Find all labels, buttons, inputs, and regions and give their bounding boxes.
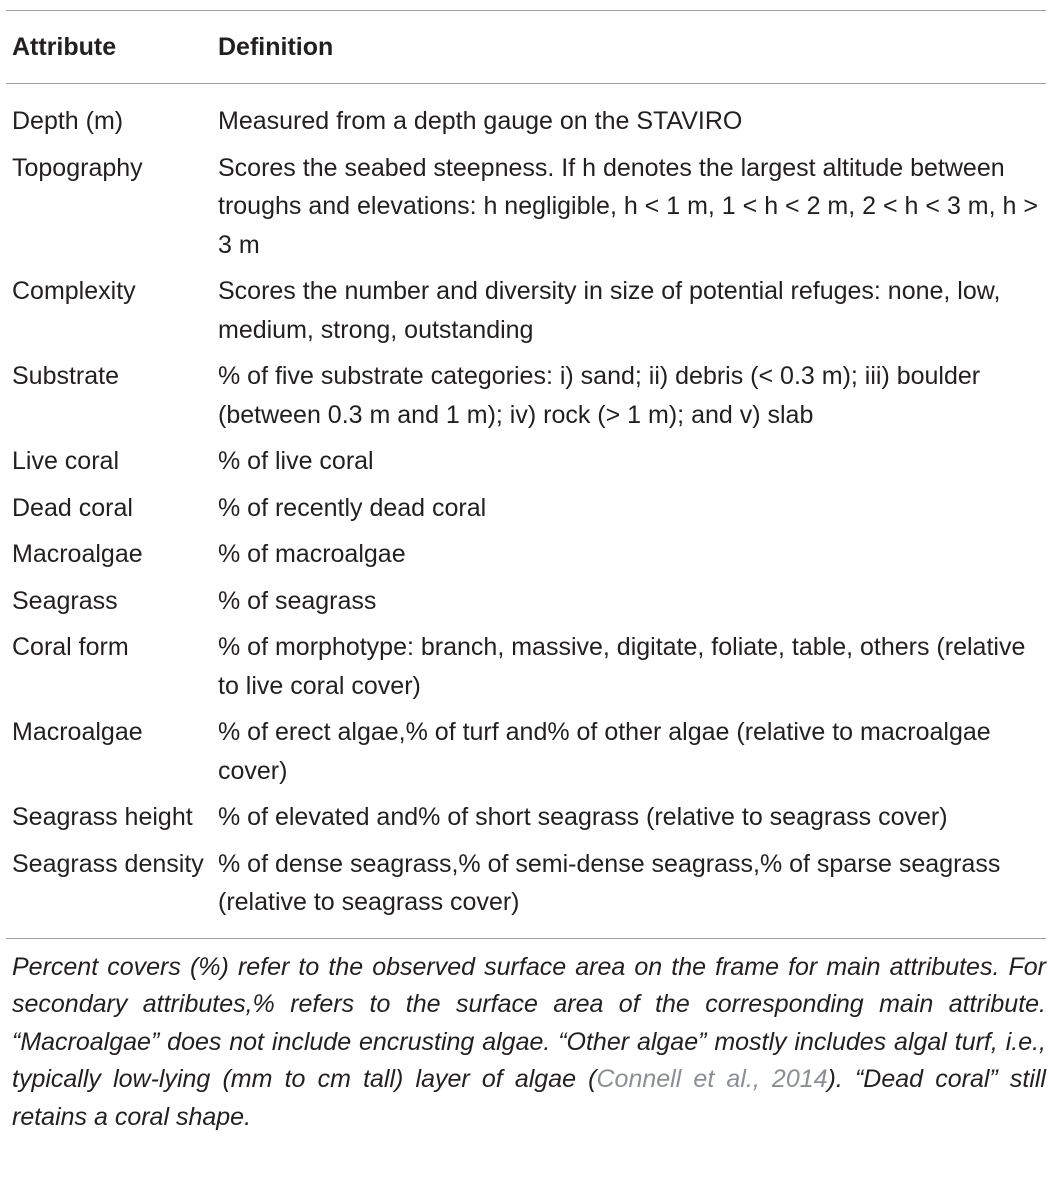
table-row — [6, 798, 1046, 845]
table-container — [6, 0, 1046, 1136]
definition-cell: % of recently dead coral — [218, 493, 487, 522]
attribute-cell: Macroalgae — [12, 718, 143, 746]
attribute-cell: Topography — [12, 153, 143, 182]
attribute-cell: Depth (m) — [12, 107, 124, 135]
table-row — [6, 442, 1046, 489]
table-row — [6, 489, 1046, 536]
definition-cell: % of macroalgae — [218, 540, 406, 568]
table-row — [6, 845, 1046, 938]
table-row — [6, 149, 1046, 273]
attribute-cell: Seagrass density — [12, 849, 204, 878]
attribute-cell: Complexity — [12, 277, 136, 305]
definition-cell: % of erect algae,% of turf and% of other algae (relative to macroalgae cover) — [218, 718, 991, 785]
definition-cell: % of seagrass — [218, 586, 377, 615]
attribute-cell: Seagrass height — [12, 803, 193, 831]
attribute-cell: Seagrass — [12, 586, 118, 615]
header-row — [6, 11, 1046, 84]
definition-cell: % of five substrate categories: i) sand; ii) debris (< 0.3 m); iii) boulder (between 0.3 m and 1 m); iv) rock (> 1 m); and v) slab — [218, 362, 981, 429]
reference-link[interactable]: Connell et al., 2014 — [596, 1065, 828, 1093]
table-row — [6, 535, 1046, 582]
table-footnote — [6, 938, 1046, 1137]
footnote-text-after: ). “Dead coral” still retains a coral shape. — [12, 1065, 1046, 1131]
table-row — [6, 357, 1046, 442]
definition-cell: % of dense seagrass,% of semi-dense seagrass,% of sparse seagrass (relative to seagrass cover) — [218, 849, 1001, 916]
attribute-cell: Macroalgae — [12, 540, 143, 568]
table-row — [6, 582, 1046, 629]
attribute-cell: Live coral — [12, 447, 119, 475]
definition-cell: Measured from a depth gauge on the STAVIRO — [218, 107, 743, 135]
definition-cell: Scores the number and diversity in size of potential refuges: none, low, medium, strong, outstanding — [218, 277, 1001, 344]
header-definition: Definition — [213, 11, 1046, 84]
table-row — [6, 272, 1046, 357]
footnote-text-before: Percent covers (%) refer to the observed surface area on the frame for main attributes. For secondary attributes,% refers to the surface area of the corresponding main attribute. “Macroalgae” does not include encrusting algae. “Other algae” mostly includes algal turf, i.e., typically low-lying (mm to cm tall) layer of algae ( — [12, 952, 1046, 1093]
table-row — [6, 628, 1046, 713]
attributes-table — [6, 11, 1046, 938]
attribute-cell: Substrate — [12, 362, 120, 390]
definition-cell: % of elevated and% of short seagrass (relative to seagrass cover) — [218, 803, 948, 831]
attribute-cell: Dead coral — [12, 493, 133, 522]
definition-cell: % of morphotype: branch, massive, digitate, foliate, table, others (relative to live coral cover) — [218, 633, 1026, 700]
definition-cell: Scores the seabed steepness. If h denotes the largest altitude between troughs and elevations: h negligible, h < 1 m, 1 < h < 2 m, 2 < h < 3 m, h > 3 m — [218, 153, 1038, 259]
header-attribute: Attribute — [6, 11, 213, 84]
definition-cell: % of live coral — [218, 447, 374, 475]
attribute-cell: Coral form — [12, 633, 129, 661]
table-row — [6, 84, 1046, 149]
table-row — [6, 713, 1046, 798]
